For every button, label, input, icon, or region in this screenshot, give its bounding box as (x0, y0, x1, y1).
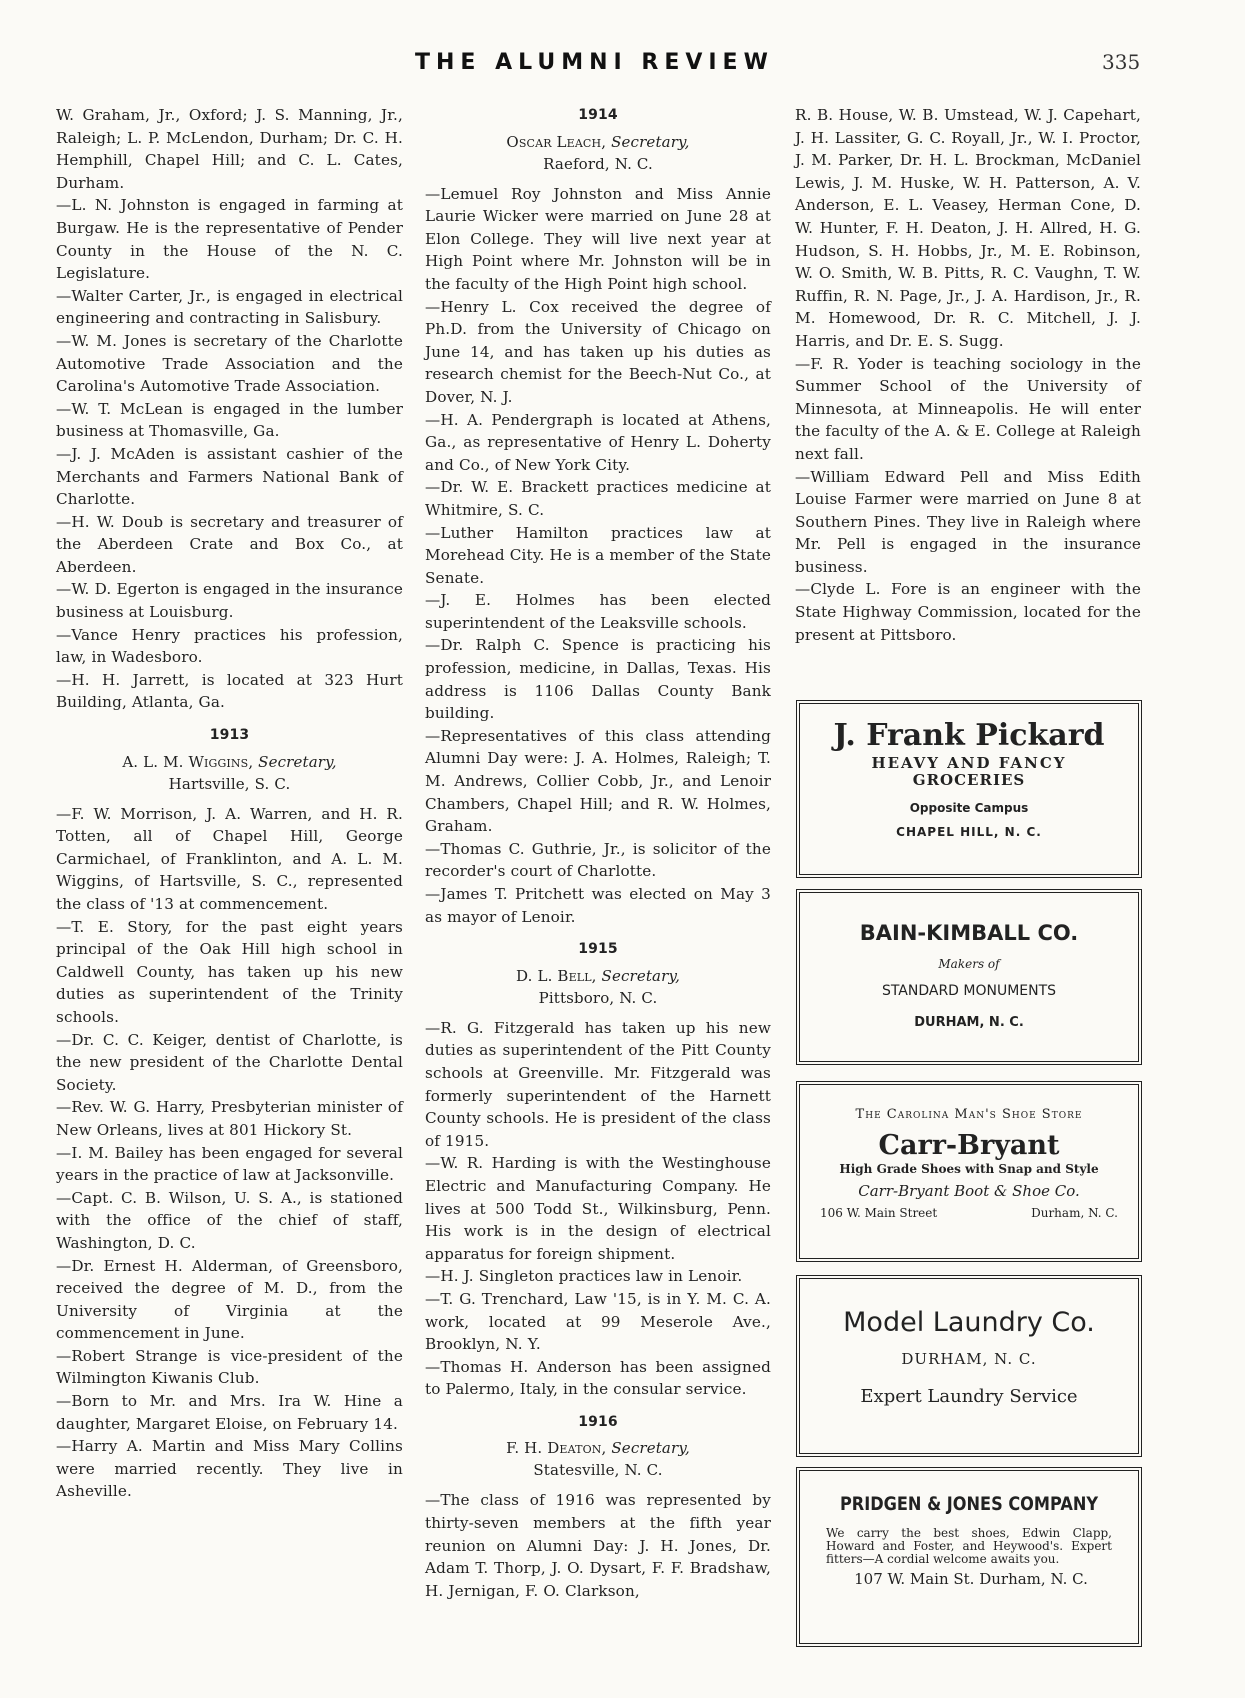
ad-tagline: The Carolina Man's Shoe Store (855, 1107, 1083, 1122)
secretary-name: A. L. M. Wiggins, (122, 752, 254, 771)
secretary-role: Secretary, (258, 752, 337, 771)
secretary-place: Statesville, N. C. (533, 1461, 663, 1480)
ad-line: Makers of (938, 957, 1000, 971)
column-right (795, 104, 1141, 646)
advertisement-bain-kimball (796, 889, 1142, 1065)
ad-address-row (800, 1206, 1138, 1220)
ad-business-name: J. Frank Pickard (833, 718, 1105, 753)
news-item: —W. D. Egerton is engaged in the insurance business at Louisburg. (56, 580, 403, 622)
news-item: —Rev. W. G. Harry, Presbyterian minister of New Orleans, lives at 801 Hickory St. (56, 1098, 403, 1139)
news-item: —Robert Strange is vice-president of the Wilmington Kiwanis Club. (56, 1346, 403, 1388)
ad-location: CHAPEL HILL, N. C. (896, 825, 1042, 839)
news-item: W. Graham, Jr., Oxford; J. S. Manning, Jr., Raleigh; L. P. McLendon, Durham; Dr. C. H. Hemphill, Chapel Hill; and C. L. Cates, Durham. (56, 106, 403, 192)
secretary-place: Raeford, N. C. (543, 154, 653, 173)
news-item: —Capt. C. B. Wilson, U. S. A., is stationed with the office of the chief of staff, Washington, D. C. (56, 1188, 403, 1252)
news-item: —H. H. Jarrett, is located at 323 Hurt Building, Atlanta, Ga. (56, 670, 403, 712)
news-item: —W. R. Harding is with the Westinghouse Electric and Manufacturing Company. He lives at 500 Todd St., Wilkinsburg, Penn. His work is in the design of electrical apparatus for foreign shipment. (425, 1154, 771, 1263)
class-secretary (425, 965, 771, 987)
news-item: —H. A. Pendergraph is located at Athens, Ga., as representative of Henry L. Doherty and Co., of New York City. (425, 410, 771, 474)
journal-title: THE ALUMNI REVIEW (415, 50, 774, 75)
news-item: —T. E. Story, for the past eight years principal of the Oak Hill high school in Caldwell County, has taken up his new duties as superintendent of the Trinity schools. (56, 917, 403, 1026)
news-item: R. B. House, W. B. Umstead, W. J. Capehart, J. H. Lassiter, G. C. Royall, Jr., W. I. Proctor, J. M. Parker, Dr. H. L. Brockman, McDaniel Lewis, J. M. Huske, W. H. Patterson, A. V. Anderson, E. L. Veasey, Herman Cone, D. W. Hunter, F. H. Deaton, J. H. Allred, H. G. Hudson, S. H. Hobbs, Jr., M. E. Robinson, W. O. Smith, W. B. Pitts, R. C. Vaughn, T. W. Ruffin, R. N. Page, Jr., J. A. Hardison, Jr., R. M. Homewood, Dr. R. C. Mitchell, J. J. Harris, and Dr. E. S. Sugg. (795, 106, 1141, 350)
secretary-role: Secretary, (611, 132, 690, 151)
advertisement-pridgen-jones (796, 1467, 1142, 1647)
ad-line: High Grade Shoes with Snap and Style (839, 1162, 1099, 1176)
column-left (56, 104, 403, 1503)
advertisement-model-laundry (796, 1275, 1142, 1457)
ad-location: DURHAM, N. C. (914, 1015, 1024, 1030)
class-year-heading: 1915 (578, 941, 618, 958)
ad-line: STANDARD MONUMENTS (881, 983, 1057, 999)
column-middle (425, 104, 771, 1602)
ad-line: Expert Laundry Service (860, 1386, 1078, 1407)
ad-address: 107 W. Main St. Durham, N. C. (854, 1570, 1088, 1588)
news-item: —F. R. Yoder is teaching sociology in the Summer School of the University of Minnesota, at Minneapolis. He will enter the faculty of the A. & E. College at Raleigh next fall. (795, 354, 1141, 463)
news-item: —Walter Carter, Jr., is engaged in electrical engineering and contracting in Salisbury. (56, 286, 403, 328)
news-item: —H. W. Doub is secretary and treasurer of the Aberdeen Crate and Box Co., at Aberdeen. (56, 512, 403, 576)
news-item: —H. J. Singleton practices law in Lenoir. (425, 1267, 743, 1286)
secretary-name: D. L. Bell, (515, 966, 597, 985)
ad-business-name: PRIDGEN & JONES COMPANY (839, 1493, 1099, 1515)
news-item: —J. J. McAden is assistant cashier of the Merchants and Farmers National Bank of Charlotte. (56, 444, 403, 509)
page-header (0, 48, 1245, 78)
news-item: —Thomas C. Guthrie, Jr., is solicitor of the recorder's court of Charlotte. (425, 839, 771, 881)
news-item: —I. M. Bailey has been engaged for several years in the practice of law at Jacksonville. (56, 1143, 403, 1185)
advertisement-carr-bryant (796, 1081, 1142, 1262)
ad-line: HEAVY AND FANCY (871, 754, 1067, 772)
secretary-name: Oscar Leach, (506, 132, 607, 151)
news-item: —W. T. McLean is engaged in the lumber business at Thomasville, Ga. (56, 399, 403, 441)
news-item: —Clyde L. Fore is an engineer with the State Highway Commission, located for the present at Pittsboro. (795, 580, 1141, 644)
news-item: —William Edward Pell and Miss Edith Louise Farmer were married on June 8 at Southern Pines. They live in Raleigh where Mr. Pell is engaged in the insurance business. (795, 467, 1141, 576)
news-item: —Henry L. Cox received the degree of Ph.D. from the University of Chicago on June 14, and has taken up his duties as research chemist for the Beech-Nut Co., at Dover, N. J. (425, 297, 771, 406)
news-item: —J. E. Holmes has been elected superintendent of the Leaksville schools. (425, 591, 771, 632)
news-item: —R. G. Fitzgerald has taken up his new duties as superintendent of the Pitt County schools at Greenville. Mr. Fitzgerald was formerly superintendent of the Harnett County schools. He is president of the class of 1915. (425, 1018, 771, 1150)
secretary-name: F. H. Deaton, (506, 1439, 607, 1458)
class-secretary (425, 131, 771, 153)
secretary-role: Secretary, (611, 1439, 690, 1458)
ad-address: 106 W. Main Street (820, 1206, 938, 1220)
class-secretary (56, 751, 403, 773)
news-item: —Born to Mr. and Mrs. Ira W. Hine a daughter, Margaret Eloise, on February 14. (56, 1392, 403, 1433)
news-item: —L. N. Johnston is engaged in farming at Burgaw. He is the representative of Pender County in the House of the N. C. Legislature. (56, 196, 403, 283)
news-item: —Dr. C. C. Keiger, dentist of Charlotte, is the new president of the Charlotte Dental Society. (56, 1030, 403, 1094)
secretary-role: Secretary, (601, 966, 681, 985)
class-year-heading: 1913 (209, 727, 250, 744)
class-secretary (425, 1437, 771, 1459)
class-year-heading: 1914 (578, 107, 618, 123)
news-item: —Harry A. Martin and Miss Mary Collins were married recently. They live in Asheville. (56, 1437, 403, 1501)
ad-location: Durham, N. C. (1031, 1206, 1118, 1220)
secretary-place: Pittsboro, N. C. (538, 988, 658, 1007)
ad-line: Opposite Campus (909, 801, 1029, 815)
ad-location: DURHAM, N. C. (901, 1350, 1037, 1368)
ad-body: We carry the best shoes, Edwin Clapp, Howard and Foster, and Heywood's. Expert fitters—A cordial welcome awaits you. (826, 1526, 1112, 1566)
ad-business-name: Carr-Bryant (878, 1130, 1060, 1161)
news-item: —Lemuel Roy Johnston and Miss Annie Laurie Wicker were married on June 28 at Elon College. They will live next year at High Point where Mr. Johnston will be in the faculty of the High Point high school. (425, 184, 771, 293)
secretary-place: Hartsville, S. C. (168, 774, 291, 793)
ad-line: GROCERIES (912, 771, 1026, 789)
page-number: 335 (1102, 50, 1141, 74)
ad-line: Carr-Bryant Boot & Shoe Co. (858, 1182, 1080, 1200)
news-item: —The class of 1916 was represented by thirty-seven members at the fifth year reunion on Alumni Day: J. H. Jones, Dr. Adam T. Thorp, J. O. Dysart, F. F. Bradshaw, H. Jernigan, F. O. Clarkson, (425, 1491, 771, 1600)
ad-business-name: BAIN-KIMBALL CO. (859, 921, 1079, 945)
news-item: —Vance Henry practices his profession, law, in Wadesboro. (56, 625, 403, 667)
ad-business-name: Model Laundry Co. (843, 1307, 1095, 1338)
news-item: —Dr. W. E. Brackett practices medicine at Whitmire, S. C. (425, 478, 771, 519)
news-item: —Representatives of this class attending Alumni Day were: J. A. Holmes, Raleigh; T. M. Andrews, Collier Cobb, Jr., and Lenoir Chambers, Chapel Hill; and R. W. Holmes, Graham. (425, 726, 771, 836)
news-item: —W. M. Jones is secretary of the Charlotte Automotive Trade Association and the Carolina's Automotive Trade Association. (56, 331, 403, 396)
news-item: —T. G. Trenchard, Law '15, is in Y. M. C. A. work, located at 99 Meserole Ave., Brooklyn, N. Y. (425, 1289, 771, 1354)
news-item: —Dr. Ralph C. Spence is practicing his profession, medicine, in Dallas, Texas. His address is 1106 Dallas County Bank building. (425, 636, 771, 723)
advertisement-pickard (796, 700, 1142, 878)
news-item: —James T. Pritchett was elected on May 3 as mayor of Lenoir. (425, 885, 771, 926)
news-item: —Luther Hamilton practices law at Morehead City. He is a member of the State Senate. (425, 523, 771, 587)
news-item: —Thomas H. Anderson has been assigned to Palermo, Italy, in the consular service. (425, 1357, 771, 1399)
news-item: —Dr. Ernest H. Alderman, of Greensboro, received the degree of M. D., from the University of Virginia at the commencement in June. (56, 1256, 403, 1343)
news-item: —F. W. Morrison, J. A. Warren, and H. R. Totten, all of Chapel Hill, George Carmichael, of Franklinton, and A. L. M. Wiggins, of Hartsville, S. C., represented the class of '13 at commencement. (56, 804, 403, 913)
class-year-heading: 1916 (578, 1413, 618, 1430)
